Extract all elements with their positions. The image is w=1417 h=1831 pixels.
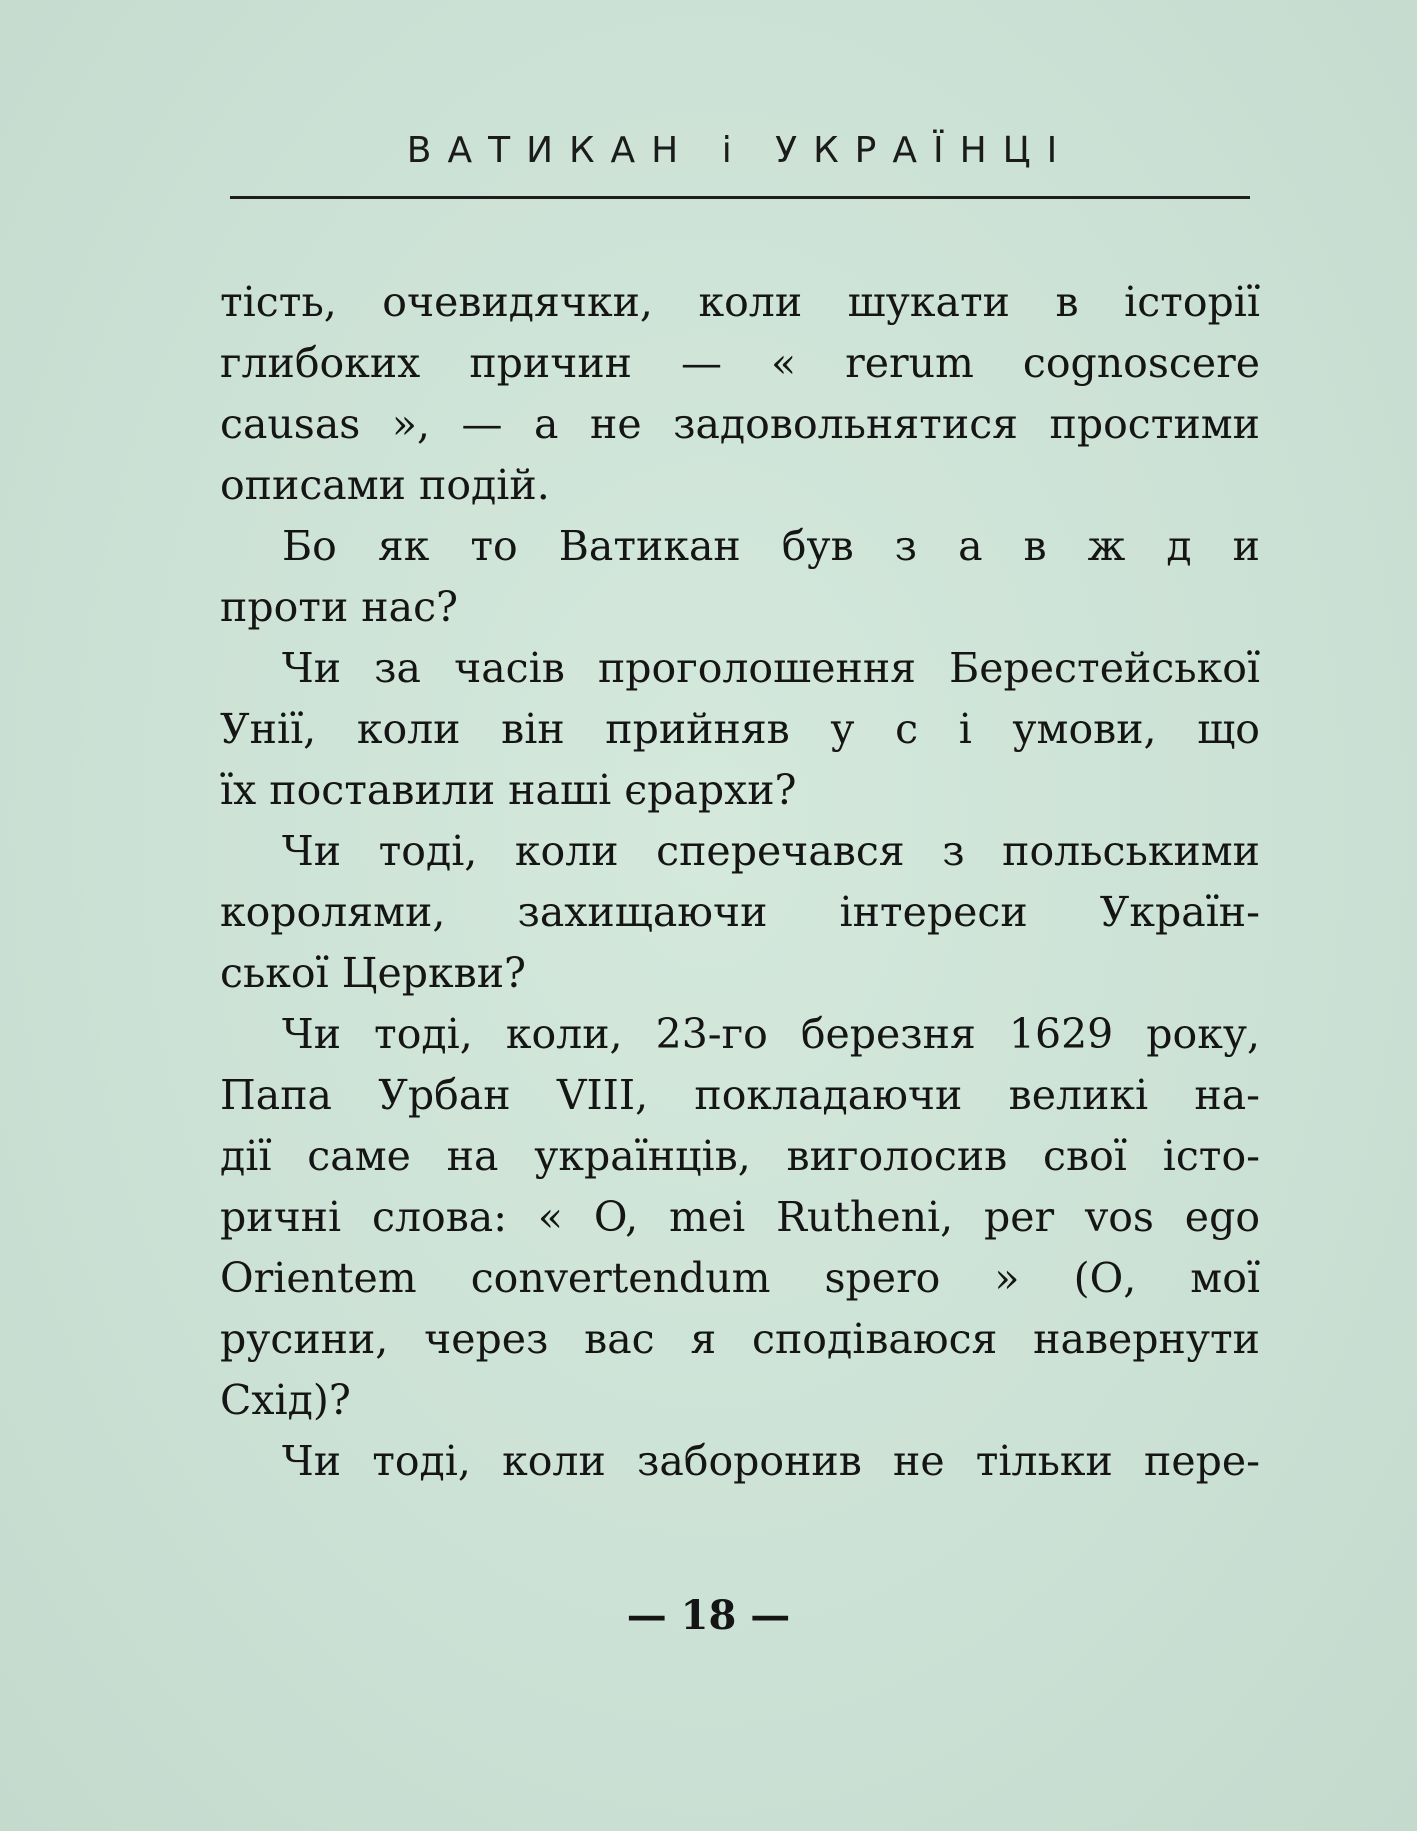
text-line: Чи тоді, коли сперечався з польськими <box>282 827 1260 875</box>
page-number: — 18 — <box>626 1592 791 1639</box>
header-rule <box>230 196 1250 199</box>
text-line: Чи за часів проголошення Берестейської <box>282 644 1260 692</box>
text-line: ричні слова: « O, mei Rutheni, per vos ego <box>220 1193 1260 1241</box>
text-line: Папа Урбан VIII, покладаючи великі на- <box>220 1071 1260 1119</box>
text-line: Чи тоді, коли, 23-го березня 1629 року, <box>282 1010 1260 1058</box>
running-title: ВАТИКАН і УКРАЇНЦІ <box>406 130 1074 171</box>
text-line: Унії, коли він прийняв у с і умови, що <box>220 705 1260 753</box>
text-line: описами подій. <box>220 461 550 509</box>
text-line: тість, очевидячки, коли шукати в історії <box>220 278 1260 326</box>
text-line: проти нас? <box>220 583 459 631</box>
text-line: causas », — а не задовольнятися простими <box>220 400 1260 448</box>
text-line: королями, захищаючи інтереси Україн- <box>220 888 1260 936</box>
text-line: дії саме на українців, виголосив свої істо- <box>220 1132 1260 1180</box>
text-line: ської Церкви? <box>220 949 527 997</box>
body-text <box>220 272 1260 1492</box>
text-line: русини, через вас я сподіваюся навернути <box>220 1315 1260 1363</box>
text-line: Чи тоді, коли заборонив не тільки пере- <box>282 1437 1260 1485</box>
text-line: глибоких причин — « rerum cognoscere <box>220 339 1260 387</box>
text-line: Бо як то Ватикан був з а в ж д и <box>282 522 1260 570</box>
text-line: Схід)? <box>220 1376 351 1424</box>
text-line: їх поставили наші єрархи? <box>220 766 797 814</box>
text-line: Orientem convertendum spero » (О, мої <box>220 1254 1260 1302</box>
